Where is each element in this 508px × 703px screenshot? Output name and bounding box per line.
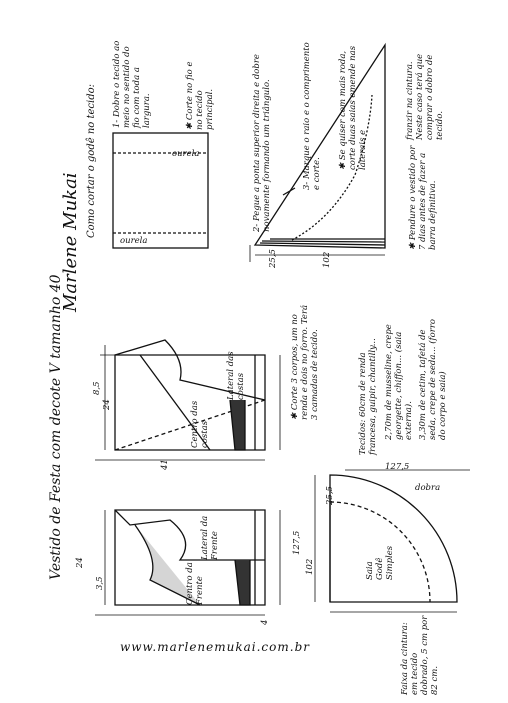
front-center-label: Centro da Frente [185, 562, 205, 605]
fabric-item-1: 2,70m de musseline, crepe georgette, chiffon... (saia externa). [384, 324, 414, 440]
step-2: 2- Pegue a ponta superior direita e dobre novamente formando um triângulo. [252, 54, 272, 232]
skirt-dim-102: 102 [305, 558, 315, 575]
hanging-note: ✱ Pendure o vestido por 7 dias antes de fazer a barra definitiva. [408, 145, 438, 250]
back-dim-41: 41 [160, 459, 170, 470]
signature: Marlene Mukai [60, 172, 81, 312]
note-1: ✱ Corte no fio e no tecido principal. [185, 61, 215, 130]
note-2: ✱ Se quiser com mais roda, corte duas saias emende nas laterais e [338, 45, 368, 170]
skirt-outline [330, 475, 457, 602]
page-title: Vestido de Festa com decote V tamanho 40 [48, 274, 64, 580]
back-center-label: Centro das costas [190, 400, 210, 448]
front-dim-44: 4 [260, 619, 270, 625]
triangle-dim-a: 25,5 [268, 249, 278, 268]
skirt-dim-127-5-b: 127,5 [385, 462, 410, 472]
skirt-dim-127-5: 127,5 [292, 530, 302, 555]
back-side-label: Lateral das costas [226, 351, 246, 400]
triangle-dim-b: 102 [322, 251, 332, 268]
cut-heading: Como cortar o godê no tecido: [86, 84, 97, 238]
fold-label-top: ourela [172, 149, 200, 159]
fabric-item-2: 3,30m de cetim, tafetá de seda, crepe de seda... (forro do corpo e saia) [418, 318, 448, 440]
waistband-note: Faixa da cintura: em tecido dobrado, 5 cm por 82 cm. [400, 615, 440, 695]
website-url: www.marlenemukai.com.br [120, 640, 310, 654]
step-1: 1- Dobre o tecido ao meio no sentido do fio com toda a largura. [112, 40, 152, 128]
cut-note: ✱ Corte 3 corpos, um no renda e dois no forro. Terá 3 camadas de tecido. [290, 304, 320, 420]
back-dim-8-5: 8,5 [92, 381, 102, 395]
front-side-label: Lateral da Frente [200, 515, 220, 560]
front-dim-24: 24 [75, 557, 85, 568]
fabrics-heading: Tecidos: 60cm de renda francesa, guipir, chantilly... [358, 338, 378, 455]
skirt-label: Saia Godê Simples [365, 545, 395, 580]
skirt-fold: dobra [415, 483, 441, 493]
note-2-cont: franzir na cintura. Neste caso terá que comprar o dobro de tecido. [405, 53, 445, 140]
skirt-dim-25-5: 25,5 [325, 486, 335, 505]
back-dim-24: 24 [102, 399, 112, 410]
step-3: 3- Marque o raio e o comprimento e corte. [302, 42, 322, 190]
front-dim-3-5: 3,5 [95, 576, 105, 590]
fold-label-bottom: ourela [120, 236, 148, 246]
